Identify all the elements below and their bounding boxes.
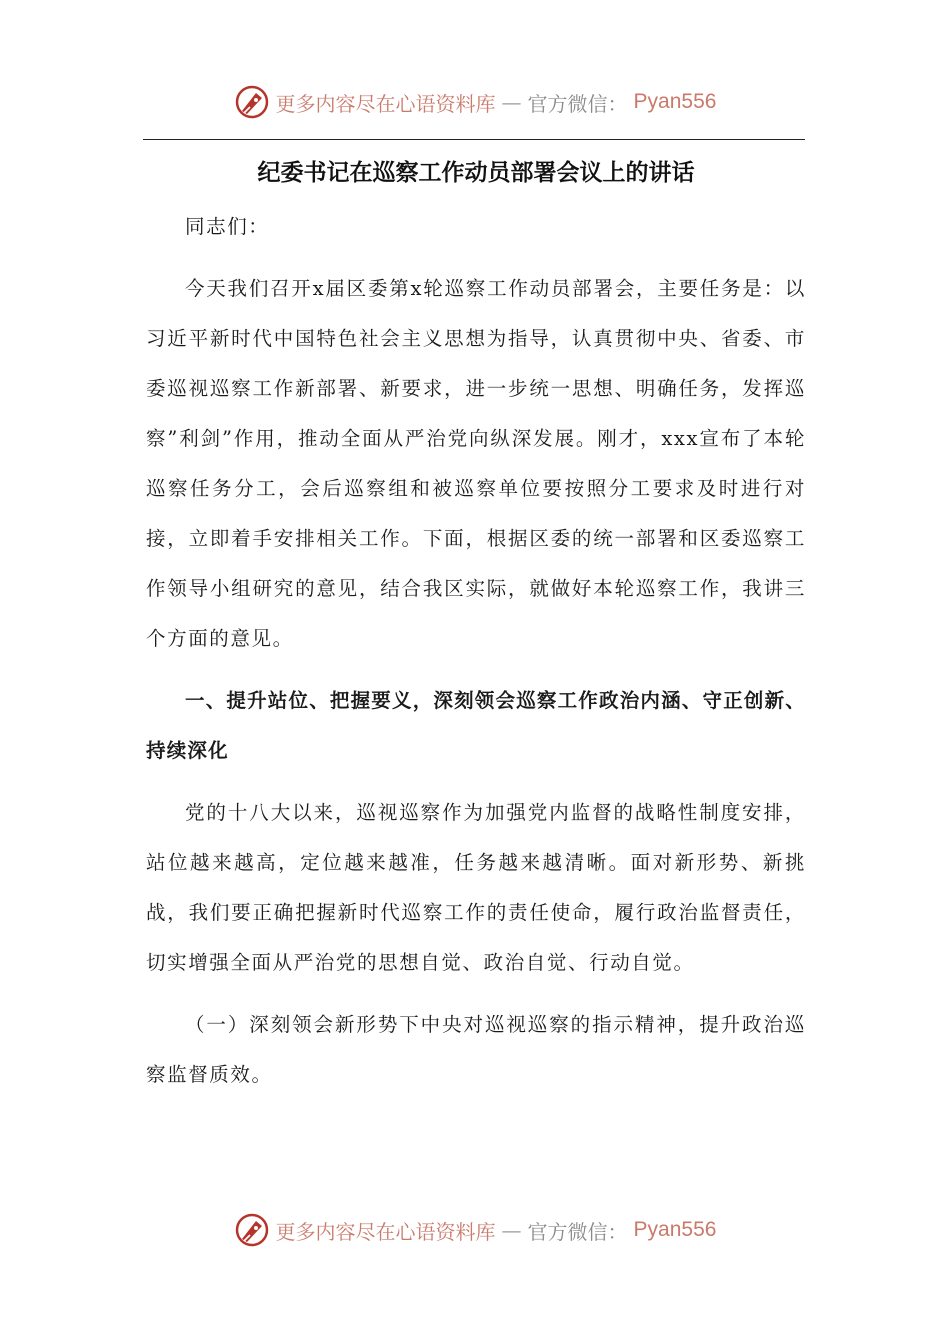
section-heading-1: 一、提升站位、把握要义，深刻领会巡察工作政治内涵、守正创新、持续深化 — [146, 689, 807, 762]
footer-wechat-id: Pyan556 — [633, 1218, 717, 1241]
document-title: 纪委书记在巡察工作动员部署会议上的讲话 — [257, 159, 695, 186]
pen-nib-logo-icon — [234, 84, 270, 120]
footer-wechat-label: 官方微信： — [527, 1219, 628, 1244]
header-rule — [143, 139, 805, 140]
pen-nib-logo-icon — [234, 1212, 270, 1248]
header-banner-text: 更多内容尽在心语资料库 — [275, 91, 496, 116]
header-banner-separator: — — [501, 90, 522, 114]
paragraph-section-1: 党的十八大以来，巡视巡察作为加强党内监督的战略性制度安排，站位越来越高，定位越来越准，任务越来越清晰。面对新形势、新挑战，我们要正确把握新时代巡察工作的责任使命，履行政治监督责任，切实增强全面从严治党的思想自觉、政治自觉、行动自觉。 — [146, 801, 806, 974]
header-wechat-id: Pyan556 — [633, 90, 717, 113]
salutation: 同志们： — [185, 215, 270, 238]
document-body — [146, 150, 806, 1100]
paragraph-intro: 今天我们召开x届区委第x轮巡察工作动员部署会，主要任务是：以习近平新时代中国特色社会主义思想为指导，认真贯彻中央、省委、市委巡视巡察工作新部署、新要求，进一步统一思想、明确任务，发挥巡察”利剑”作用，推动全面从严治党向纵深发展。刚才，xxx宣布了本轮巡察任务分工，会后巡察组和被巡察单位要按照分工要求及时进行对接，立即着手安排相关工作。下面，根据区委的统一部署和区委巡察工作领导小组研究的意见，结合我区实际，就做好本轮巡察工作，我讲三个方面的意见。 — [146, 277, 806, 650]
paragraph-subsection-1: （一）深刻领会新形势下中央对巡视巡察的指示精神，提升政治巡察监督质效。 — [146, 1013, 806, 1086]
header-wechat-label: 官方微信： — [527, 91, 628, 116]
header-banner — [0, 82, 950, 122]
footer-banner-separator: — — [501, 1218, 522, 1242]
footer-banner-text: 更多内容尽在心语资料库 — [275, 1219, 496, 1244]
footer-banner — [0, 1210, 950, 1250]
